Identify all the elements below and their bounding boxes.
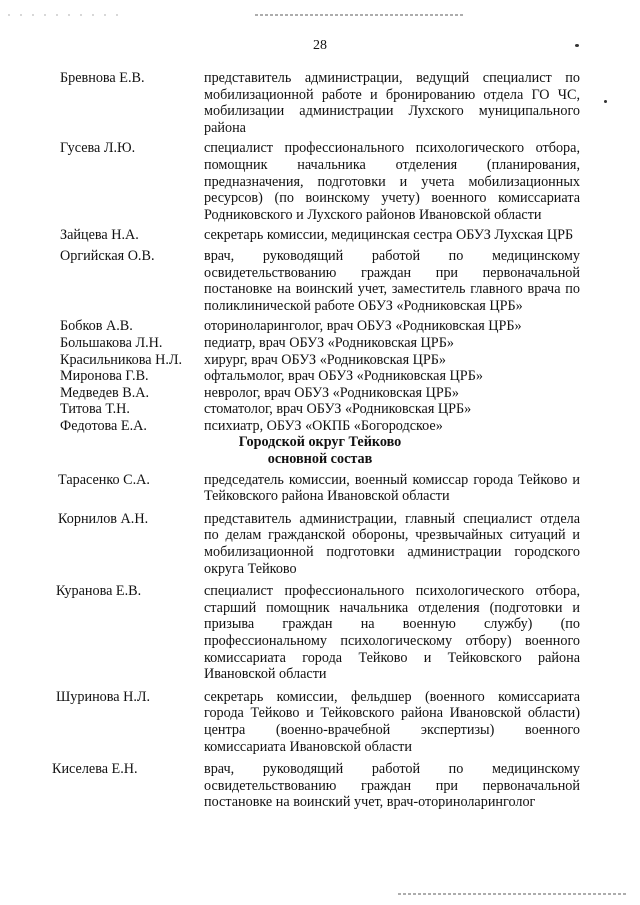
member-name: Федотова Е.А. xyxy=(60,417,147,434)
member-name: Шуринова Н.Л. xyxy=(56,688,151,705)
member-role: офтальмолог, врач ОБУЗ «Родниковская ЦРБ» xyxy=(204,368,483,385)
member-name: Миронова Г.В. xyxy=(60,368,149,385)
member-role: психиатр, ОБУЗ «ОКПБ «Богородское» xyxy=(204,417,443,434)
member-entry xyxy=(0,352,640,369)
member-role: оториноларинголог, врач ОБУЗ «Родниковская ЦРБ» xyxy=(204,318,522,335)
member-name: Бобков А.В. xyxy=(60,318,133,335)
member-entry xyxy=(0,70,640,136)
member-name: Большакова Л.Н. xyxy=(60,334,163,351)
section-heading xyxy=(0,434,640,467)
member-entry xyxy=(0,248,640,314)
page-number: 28 xyxy=(313,38,327,53)
member-entry xyxy=(0,318,640,335)
member-role: представитель администрации, ведущий специалист по мобилизационной работе и бронированию отдела ГО ЧС, мобилизации администрации Лухского муниципального района xyxy=(204,70,580,136)
member-role: врач, руководящий работой по медицинскому освидетельствованию граждан при первоначальной постановке на воинский учет, врач-оториноларинголог xyxy=(204,761,580,811)
member-entry xyxy=(0,761,640,811)
member-role: представитель администрации, главный специалист отдела по делам гражданской обороны, чрезвычайных ситуаций и мобилизационной подготовки администрации городского округа Тейково xyxy=(204,510,580,577)
member-name: Зайцева Н.А. xyxy=(60,227,139,244)
member-entry xyxy=(0,140,640,223)
member-entry xyxy=(0,689,640,755)
member-role: стоматолог, врач ОБУЗ «Родниковская ЦРБ» xyxy=(204,401,472,418)
document-body xyxy=(0,70,640,811)
scan-artifact-left xyxy=(8,14,128,16)
scan-artifact-top xyxy=(255,14,465,16)
member-name: Красильникова Н.Л. xyxy=(60,351,183,368)
member-role: специалист профессионального психологического отбора, помощник начальника отделения (планирования, предназначения, подготовки и учета мобилизационных ресурсов) (по воинскому учету) военного комиссариата Родниковского и Лухского районов Ивановской области xyxy=(204,140,580,223)
member-name: Киселева Е.Н. xyxy=(52,761,138,778)
member-role: хирург, врач ОБУЗ «Родниковская ЦРБ» xyxy=(204,351,447,368)
member-entry xyxy=(0,335,640,352)
member-role: педиатр, врач ОБУЗ «Родниковская ЦРБ» xyxy=(204,334,454,351)
member-entry xyxy=(0,385,640,402)
section-title: Городской округ Тейково xyxy=(238,434,402,451)
member-role: секретарь комиссии, медицинская сестра ОБУЗ Лухская ЦРБ xyxy=(204,227,574,244)
member-entry xyxy=(0,418,640,435)
member-entry xyxy=(0,583,640,683)
member-name: Куранова Е.В. xyxy=(56,583,142,600)
member-role: секретарь комиссии, фельдшер (военного комиссариата города Тейково и Тейковского района Ивановской области) центра (военно-врачебной экспертизы) военного комиссариата Ивановской области xyxy=(204,688,580,755)
member-name: Оргийская О.В. xyxy=(60,247,155,264)
member-role: председатель комиссии, военный комиссар города Тейково и Тейковского района Ивановской области xyxy=(204,471,580,505)
member-name: Тарасенко С.А. xyxy=(58,471,150,488)
member-name: Титова Т.Н. xyxy=(60,401,130,418)
member-name: Гусева Л.Ю. xyxy=(60,140,136,157)
member-entry xyxy=(0,368,640,385)
member-entry xyxy=(0,227,640,244)
member-name: Корнилов А.Н. xyxy=(58,510,149,527)
member-role: врач, руководящий работой по медицинскому освидетельствованию граждан при первоначальной постановке на воинский учет, заместитель главного врача по поликлинической работе ОБУЗ «Родниковская ЦРБ» xyxy=(204,247,580,314)
member-name: Медведев В.А. xyxy=(60,384,150,401)
member-name: Бревнова Е.В. xyxy=(60,70,145,86)
member-entry xyxy=(0,401,640,418)
section-subtitle: основной состав xyxy=(267,451,373,468)
member-entry xyxy=(0,472,640,505)
member-role: невролог, врач ОБУЗ «Родниковская ЦРБ» xyxy=(204,384,460,401)
member-role: специалист профессионального психологического отбора, старший помощник начальника отделения (подготовки и призыва граждан на военную службу) (по профессиональному психологическому отбору) военного комиссариата города Тейково и Тейковского района Ивановской области xyxy=(204,583,580,683)
scan-artifact-bottom xyxy=(398,893,628,895)
member-entry xyxy=(0,511,640,577)
